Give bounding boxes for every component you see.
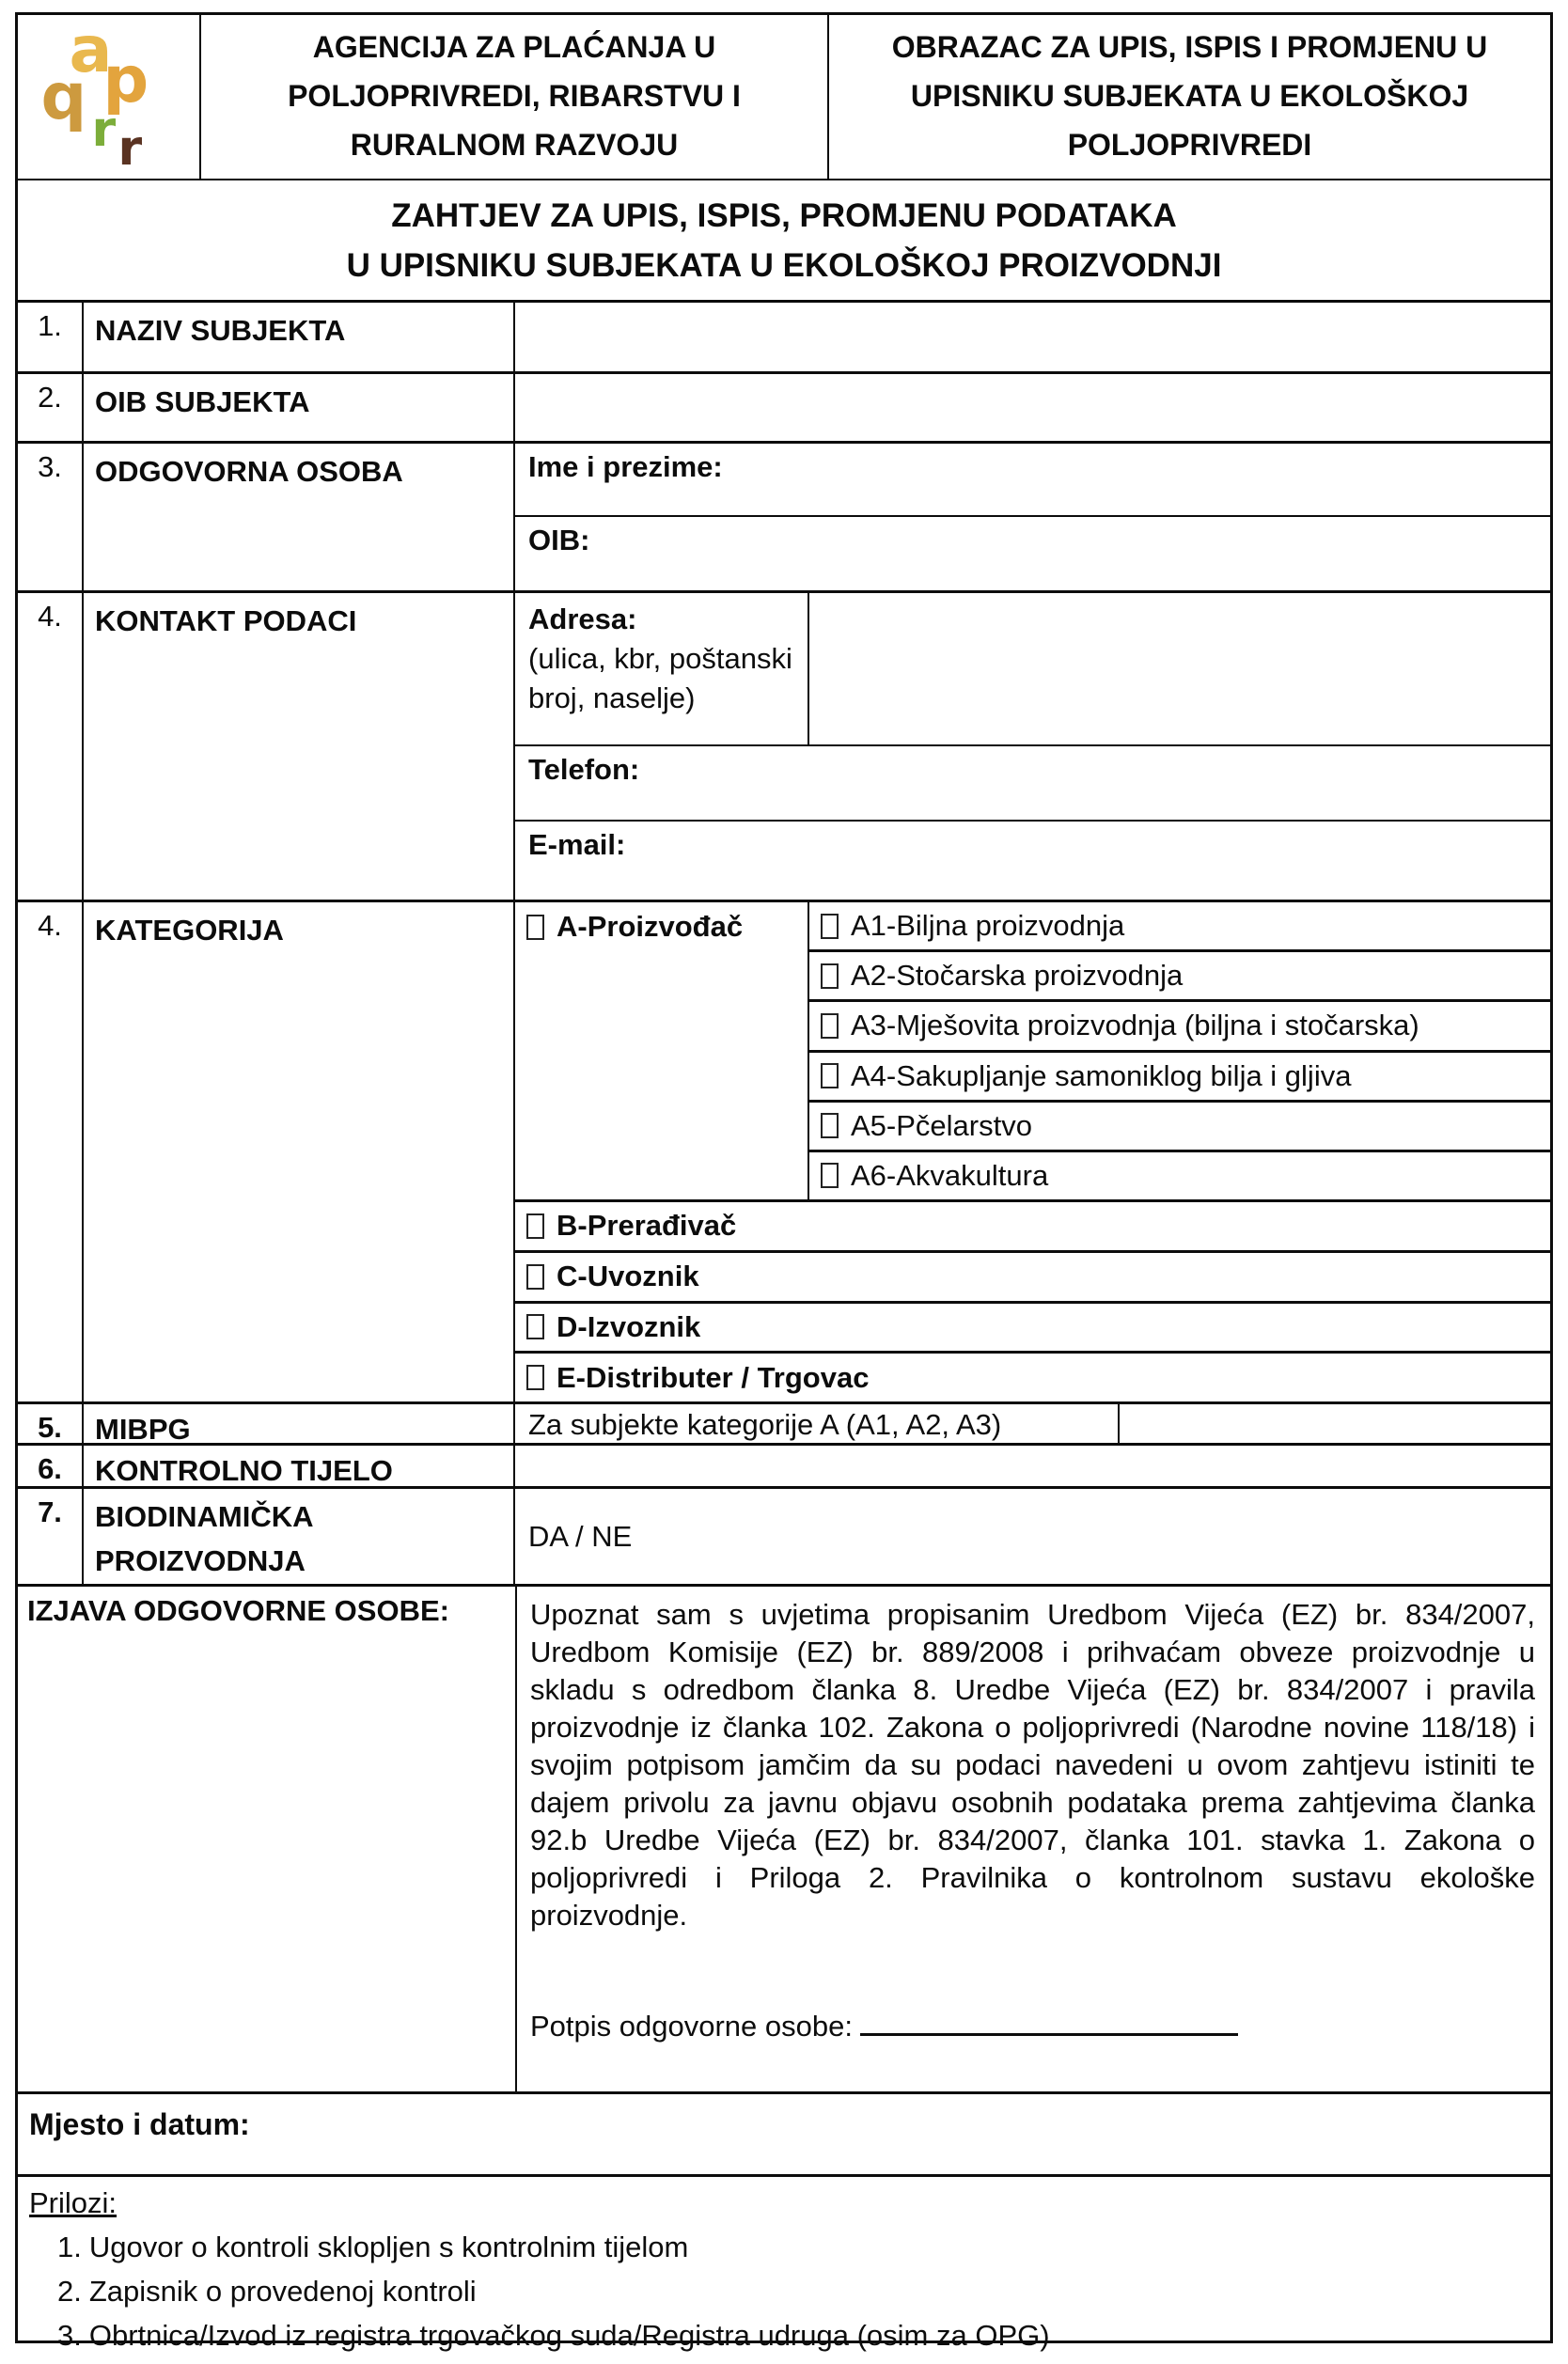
oib-osobe-field[interactable] — [515, 517, 1550, 590]
page-title — [18, 180, 1550, 303]
prilozi-item-number: 1. — [57, 2231, 82, 2263]
option-a1 — [809, 902, 1550, 952]
kategorija-a-zone — [515, 902, 1550, 1202]
row-oib-subjekta — [18, 374, 1550, 444]
ime-prezime-field[interactable] — [515, 444, 1550, 517]
option-a5-label: A5-Pčelarstvo — [851, 1108, 1032, 1142]
apprrr-logo-icon — [38, 13, 180, 177]
kontakt-fields — [515, 593, 1550, 900]
checkbox-a5[interactable] — [821, 1113, 839, 1138]
row-biodinamicka — [18, 1489, 1550, 1587]
kategorija-a-subitems — [809, 902, 1550, 1199]
form-header — [18, 15, 1550, 180]
ime-prezime-label: Ime i prezime: — [528, 450, 723, 483]
registration-form — [15, 12, 1553, 2352]
row-number: 4. — [18, 593, 84, 900]
mibpg-cells — [515, 1404, 1550, 1443]
row-number: 1. — [18, 303, 84, 371]
prilozi-item-text: Ugovor o kontroli sklopljen s kontrolnim tijelom — [88, 2231, 689, 2263]
agency-name-line: POLJOPRIVREDI, RIBARSTVU I — [288, 79, 741, 114]
oib-osobe-label: OIB: — [528, 524, 590, 556]
option-a2 — [809, 952, 1550, 1002]
prilozi-label: Prilozi: — [29, 2186, 118, 2219]
checkbox-b-preradivac[interactable] — [526, 1213, 544, 1239]
option-a2-label: A2-Stočarska proizvodnja — [851, 959, 1184, 993]
option-e — [515, 1354, 1550, 1401]
row-mjesto-datum[interactable] — [18, 2094, 1550, 2177]
page-title-line1: ZAHTJEV ZA UPIS, ISPIS, PROMJENU PODATAKA — [391, 197, 1177, 234]
logo-letter-r-green: r — [91, 102, 117, 158]
row-label: KATEGORIJA — [84, 902, 515, 1401]
checkbox-a6[interactable] — [821, 1163, 839, 1188]
row-label: BIODINAMIČKA PROIZVODNJA — [84, 1489, 515, 1584]
agency-name-line: AGENCIJA ZA PLAĆANJA U — [312, 30, 716, 65]
page-title-line2: U UPISNIKU SUBJEKATA U EKOLOŠKOJ PROIZVODNJI — [346, 246, 1222, 284]
option-b-label: B-Prerađivač — [557, 1209, 737, 1243]
prilozi-item-number: 3. — [57, 2319, 82, 2352]
option-d-label: D-Izvoznik — [557, 1309, 701, 1343]
row-label: OIB SUBJEKTA — [84, 374, 515, 441]
row-label: MIBPG — [84, 1404, 515, 1443]
row-label: ODGOVORNA OSOBA — [84, 444, 515, 590]
logo-letter-q: q — [40, 60, 87, 134]
option-a4 — [809, 1053, 1550, 1103]
izjava-label: IZJAVA ODGOVORNE OSOBE: — [18, 1587, 517, 2091]
form-designation-line: UPISNIKU SUBJEKATA U EKOLOŠKOJ — [910, 79, 1469, 114]
prilozi-item-text: Obrtnica/Izvod iz registra trgovačkog suda/Registra udruga (osim za OPG) — [88, 2319, 1050, 2352]
row-naziv-subjekta — [18, 303, 1550, 374]
prilozi-item-text: Zapisnik o provedenoj kontroli — [88, 2275, 477, 2308]
row-label: NAZIV SUBJEKTA — [84, 303, 515, 371]
row-number: 3. — [18, 444, 84, 590]
mibpg-note: Za subjekte kategorije A (A1, A2, A3) — [515, 1404, 1120, 1443]
signature-label: Potpis odgovorne osobe: — [530, 2010, 853, 2043]
checkbox-e-distributer[interactable] — [526, 1365, 544, 1390]
checkbox-a3[interactable] — [821, 1013, 839, 1039]
checkbox-a-proizvodac[interactable] — [526, 915, 544, 940]
row-prilozi — [18, 2177, 1550, 2352]
option-a3 — [809, 1002, 1550, 1052]
row-number: 5. — [18, 1404, 84, 1443]
adresa-field-row — [515, 593, 1550, 746]
checkbox-a1[interactable] — [821, 914, 839, 939]
agency-name — [201, 15, 829, 179]
kategorija-a-option — [515, 902, 809, 1199]
logo-letter-a: a — [69, 13, 113, 87]
logo-letter-p: p — [102, 43, 149, 117]
option-a1-label: A1-Biljna proizvodnja — [851, 909, 1125, 943]
logo-letter-r-brown: r — [118, 120, 143, 177]
signature-line[interactable] — [860, 2013, 1238, 2036]
prilozi-item-number: 2. — [57, 2275, 82, 2308]
row-mibpg — [18, 1404, 1550, 1446]
kategorija-options — [515, 902, 1550, 1401]
row-kontrolno-tijelo — [18, 1446, 1550, 1489]
telefon-field[interactable] — [515, 746, 1550, 822]
checkbox-a2[interactable] — [821, 963, 839, 989]
row-izjava — [18, 1587, 1550, 2094]
prilozi-item-3 — [57, 2319, 1539, 2353]
kontrolno-tijelo-input-cell[interactable] — [515, 1446, 1550, 1486]
option-d — [515, 1304, 1550, 1354]
option-b — [515, 1202, 1550, 1253]
kategorija-bcde-zone — [515, 1202, 1550, 1401]
row-kategorija — [18, 902, 1550, 1404]
adresa-label-cell — [515, 593, 809, 744]
checkbox-c-uvoznik[interactable] — [526, 1264, 544, 1290]
row-number: 6. — [18, 1446, 84, 1486]
odgovorna-osoba-fields — [515, 444, 1550, 590]
option-e-label: E-Distributer / Trgovac — [557, 1360, 870, 1394]
option-c-label: C-Uvoznik — [557, 1260, 699, 1293]
mjesto-datum-label: Mjesto i datum: — [29, 2107, 250, 2141]
row-kontakt-podaci — [18, 593, 1550, 902]
izjava-body — [517, 1587, 1550, 2091]
row-number: 7. — [18, 1489, 84, 1584]
mibpg-input-cell[interactable] — [1120, 1404, 1550, 1443]
a-proizvodac-label: A-Proizvođač — [557, 910, 744, 943]
option-c — [515, 1253, 1550, 1304]
checkbox-a4[interactable] — [821, 1063, 839, 1088]
form-designation-line: POLJOPRIVREDI — [1067, 127, 1312, 162]
email-field[interactable] — [515, 822, 1550, 900]
row-odgovorna-osoba — [18, 444, 1550, 593]
adresa-label: Adresa: — [528, 603, 637, 635]
option-a6-label: A6-Akvakultura — [851, 1158, 1049, 1192]
izjava-text: Upoznat sam s uvjetima propisanim Uredbom Vijeća (EZ) br. 834/2007, Uredbom Komisije (EZ) br. 889/2008 i prihvaćam obveze proizvodnje u skladu s odredbom članka 8. Uredbe Vijeća (EZ) br. 834/2007 i pravila proizvodnje iz članka 102. Zakona o poljoprivredi (Narodne novine 118/18) i svojim potpisom jamčim da su podaci navedeni u ovom zahtjevu istiniti te dajem privolu za javnu objavu osobnih podataka prema zahtjevima članka 92.b Uredbe Vijeća (EZ) br. 834/2007, članka 101. stavka 1. Zakona o poljoprivredi i Priloga 2. Pravilnika o kontrolnom sustavu ekološke proizvodnje. — [530, 1598, 1535, 1932]
form-designation-line: OBRAZAC ZA UPIS, ISPIS I PROMJENU U — [891, 30, 1488, 65]
telefon-label: Telefon: — [528, 753, 640, 786]
prilozi-item-2 — [57, 2275, 1539, 2309]
signature-block — [530, 2010, 1535, 2043]
prilozi-item-1 — [57, 2231, 1539, 2264]
checkbox-d-izvoznik[interactable] — [526, 1314, 544, 1339]
option-a3-label: A3-Mješovita proizvodnja (biljna i stočarska) — [851, 1009, 1419, 1042]
logo-cell — [18, 15, 201, 179]
adresa-hint: (ulica, kbr, poštanski broj, naselje) — [528, 641, 792, 714]
oib-subjekta-input-cell[interactable] — [515, 374, 1550, 441]
adresa-input-cell[interactable] — [809, 593, 1550, 744]
row-label: KONTAKT PODACI — [84, 593, 515, 900]
option-a5 — [809, 1103, 1550, 1152]
row-number: 2. — [18, 374, 84, 441]
row-number: 4. — [18, 902, 84, 1401]
email-label: E-mail: — [528, 828, 626, 861]
form-designation — [829, 15, 1550, 179]
option-a6 — [809, 1152, 1550, 1199]
agency-name-line: RURALNOM RAZVOJU — [350, 127, 679, 162]
row-label: KONTROLNO TIJELO — [84, 1446, 515, 1486]
biodinamicka-value: DA / NE — [528, 1519, 633, 1553]
option-a4-label: A4-Sakupljanje samoniklog bilja i gljiva — [851, 1058, 1352, 1092]
naziv-subjekta-input-cell[interactable] — [515, 303, 1550, 371]
